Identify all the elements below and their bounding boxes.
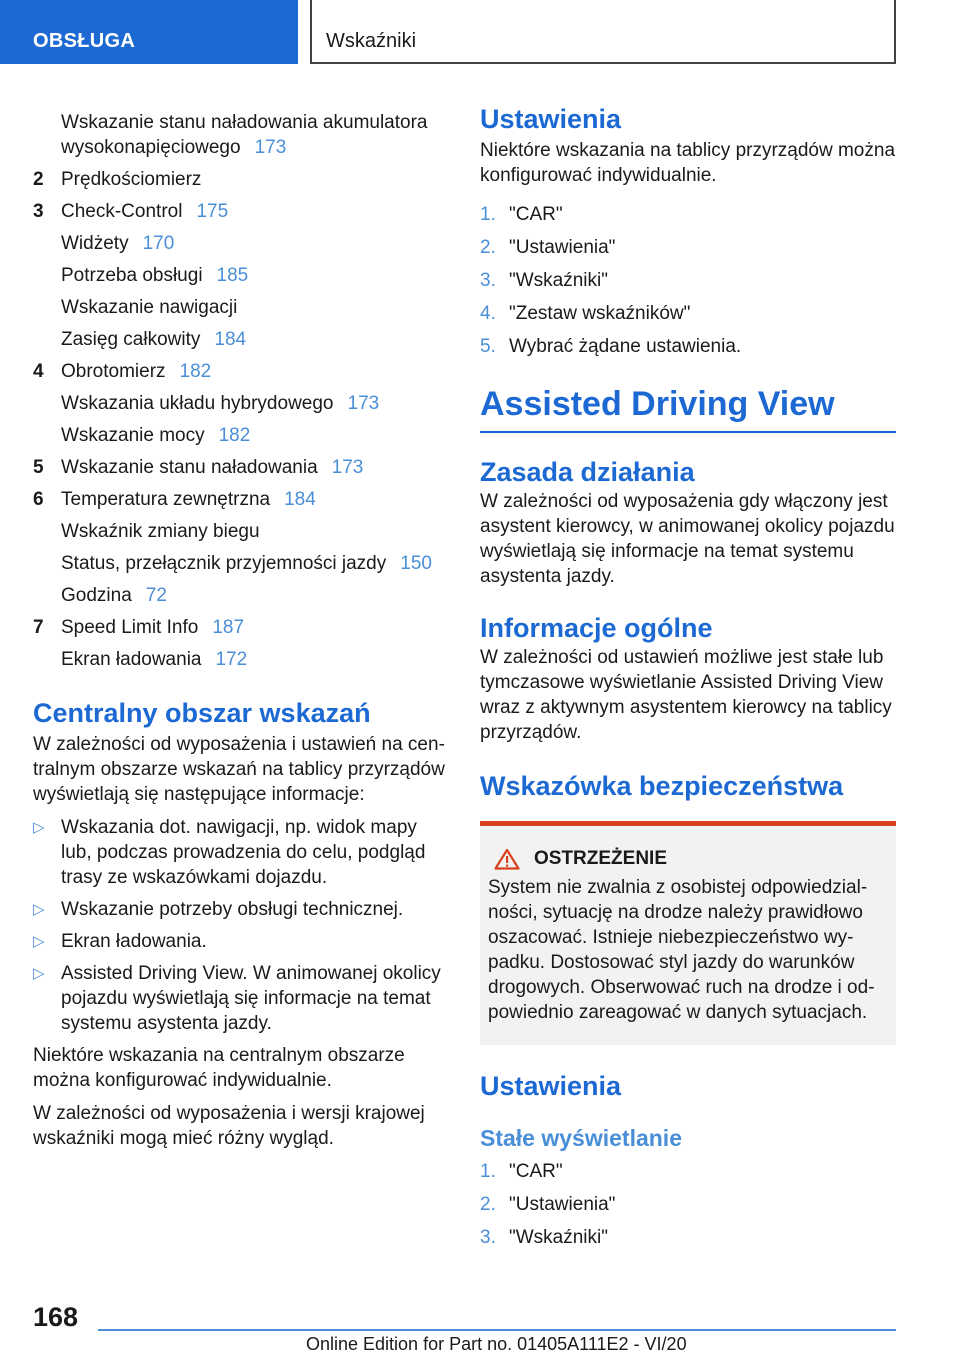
principle-heading: Zasada działania [480,457,695,487]
legend-item: 7 Speed Limit Info 187 [33,617,245,638]
list-item: ▷ Ekran ładowania. [33,931,207,952]
list-item: 3. "Wskaźniki" [480,270,608,291]
chapter-title: Wskaźniki [326,30,417,52]
warning-box [480,821,896,1045]
legend-item: Widżety 170 [61,233,175,254]
left-column [33,110,451,1151]
right-column [480,102,896,1258]
legend-item: Status, przełącznik przyjemności jazdy 150 [61,553,432,574]
legend-item: 2 Prędkościomierz [33,169,202,190]
page-link[interactable]: 182 [179,361,212,382]
triangle-bullet-icon: ▷ [33,901,45,918]
legend-item: Wskazania układu hybrydowego 173 [61,393,380,414]
triangle-bullet-icon: ▷ [33,933,45,950]
list-item: 1. "CAR" [480,204,563,225]
safety-heading: Wskazówka bezpieczeństwa [480,771,844,801]
legend-item: 3 Check-Control 175 [33,201,229,222]
permanent-display-heading: Stałe wyświetlanie [480,1125,682,1151]
warning-title-row [488,846,888,871]
page-link[interactable]: 185 [216,265,249,286]
page-link[interactable]: 173 [347,393,380,414]
legend-item: 6 Temperatura zewnętrzna 184 [33,489,316,510]
page-link[interactable]: 184 [284,489,316,510]
list-item: 1. "CAR" [480,1161,563,1182]
page-link[interactable]: 72 [145,585,167,606]
list-item: 2. "Ustawienia" [480,1194,616,1215]
legend-item: Wskaźnik zmiany biegu [61,521,260,542]
list-item: ▷ Assisted Driving View. W animowanej okolicy pojazdu wyświetlają się informacje na temat systemu asystenta jazdy. [33,963,441,1034]
list-item: ▷ Wskazanie potrzeby obsługi technicznej. [33,899,404,920]
triangle-bullet-icon: ▷ [33,965,45,982]
legend-item: Wskazanie mocy 182 [61,425,251,446]
title-rule [480,431,896,433]
settings2-steps [480,1159,896,1250]
page-link[interactable]: 150 [400,553,432,574]
triangle-bullet-icon: ▷ [33,819,45,836]
footer-rule [98,1329,896,1331]
legend-item: Wskazanie stanu naładowania akumulatora wysokonapięciowego 173 [61,112,428,158]
section-tab [0,0,298,64]
edition-text: Online Edition for Part no. 01405A111E2 - VI/20 [306,1334,687,1354]
page-link[interactable]: 182 [218,425,251,446]
general-heading: Informacje ogólne [480,613,713,643]
page-link[interactable]: 187 [212,617,245,638]
warning-title: OSTRZEŻENIE [534,848,668,869]
legend-item: Ekran ładowania 172 [61,649,248,670]
central-bullets [33,815,451,1036]
list-item: 3. "Wskaźniki" [480,1227,608,1248]
page-link[interactable]: 184 [214,329,247,350]
list-item: 5. Wybrać żądane ustawienia. [480,336,742,357]
warning-text: System nie zwalnia z osobistej odpowiedzialności, sytuację na drodze należy prawidłowo oszacować. Istnieje niebezpieczeństwo wypadku. Dostosować styl jazdy do warunków drogowych. Obserwować ruch na drodze i odpowiednio zareagować w danych sytuacjach. [488,877,875,1023]
page-link[interactable]: 173 [331,457,364,478]
list-item: ▷ Wskazania dot. nawigacji, np. widok mapy lub, podczas prowadzenia do celu, podgląd trasy ze wskazówkami dojazdu. [33,817,426,888]
legend-list [33,110,451,672]
page-link[interactable]: 170 [142,233,175,254]
settings-heading: Ustawienia [480,104,622,134]
legend-item: Potrzeba obsługi 185 [61,265,249,286]
page-number: 168 [33,1302,79,1332]
settings2-heading: Ustawienia [480,1071,622,1101]
list-item: 2. "Ustawienia" [480,237,616,258]
legend-item: Wskazanie nawigacji [61,297,238,318]
principle-text: W zależności od wyposażenia gdy włączony jest asystent kierowcy, w animowanej okolicy pojazdu wyświetlają się informacje na temat systemu asystenta jazdy. [480,491,895,587]
page-link[interactable]: 175 [196,201,229,222]
general-text: W zależności od ustawień możliwe jest stałe lub tymczasowe wyświetlanie Assisted Driving View wraz z aktywnym asystentem kierowcy na tablicy przyrządów. [480,647,892,743]
central-config-text: Niektóre wskazania na centralnym obszarze można konfigurować indywidualnie. [33,1045,405,1091]
settings-intro: Niektóre wskazania na tablicy przyrządów można konfigurować indywidualnie. [480,140,896,186]
section-title: OBSŁUGA [33,30,136,52]
legend-item: Zasięg całkowity 184 [61,329,247,350]
page-link[interactable]: 172 [215,649,248,670]
central-variant-text: W zależności od wyposażenia i wersji krajowej wskaźniki mogą mieć różny wygląd. [33,1103,425,1149]
chapter-header [310,0,896,64]
legend-item: 5 Wskazanie stanu naładowania 173 [33,457,364,478]
central-area-heading: Centralny obszar wskazań [33,698,371,728]
warning-triangle-icon [494,848,520,870]
list-item: 4. "Zestaw wskaźników" [480,303,691,324]
legend-item: Godzina 72 [61,585,167,606]
adv-title: Assisted Driving View [480,385,835,423]
page-link[interactable]: 173 [254,137,287,158]
legend-item: 4 Obrotomierz 182 [33,361,212,382]
central-intro: W zależności od wyposażenia i ustawień na centralnym obszarze wskazań na tablicy przyrządów wyświetlają się następujące informacje: [33,734,445,805]
settings-steps [480,202,896,359]
